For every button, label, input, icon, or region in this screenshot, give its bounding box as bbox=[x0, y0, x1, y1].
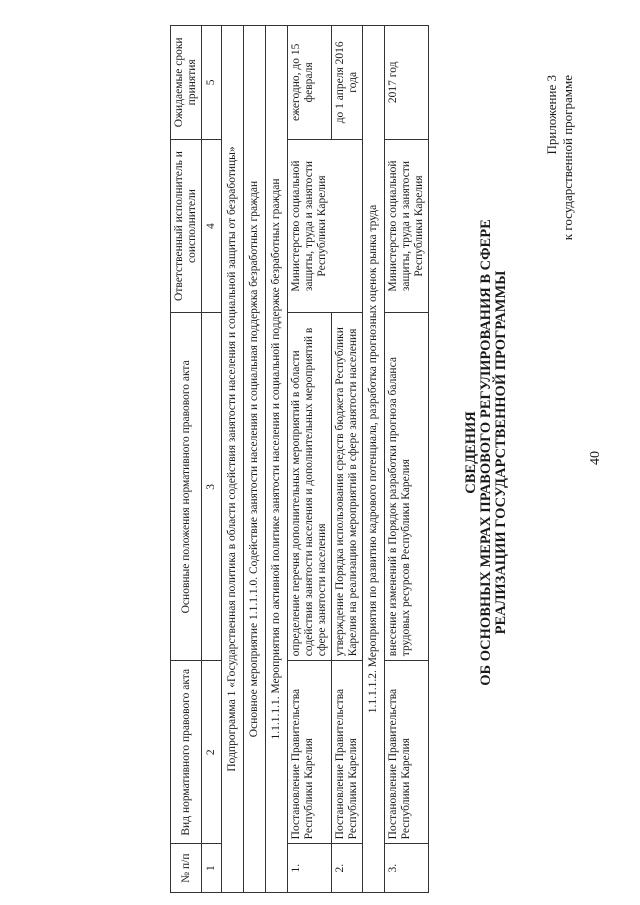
row-term: до 1 апреля 2016 года bbox=[332, 26, 363, 140]
appendix-line-2: к государственной программе bbox=[560, 75, 575, 241]
table-header-row bbox=[171, 26, 202, 893]
subprogram-heading: Подпрограмма 1 «Государственная политика в области содействия занятости населения и социальной защиты от безработицы» bbox=[222, 26, 244, 893]
row-term: 2017 год bbox=[385, 26, 429, 140]
section-row bbox=[266, 26, 288, 893]
title-line-2: ОБ ОСНОВНЫХ МЕРАХ ПРАВОВОГО РЕГУЛИРОВАНИЯ В СФЕРЕ bbox=[478, 219, 494, 686]
row-content: утверждение Порядка использования средств бюджета Республики Карелия на реализацию мероприятий в сфере занятости населения bbox=[332, 313, 363, 661]
header-executor: Ответственный исполнитель и соисполнители bbox=[171, 139, 202, 313]
col-number: 5 bbox=[202, 26, 222, 140]
row-act-type: Постановление Правительства Республики Карелия bbox=[332, 661, 363, 844]
section-row bbox=[222, 26, 244, 893]
table-row bbox=[385, 26, 429, 893]
header-content: Основные положения нормативного правового акта bbox=[171, 313, 202, 661]
row-term: ежегодно, до 15 февраля bbox=[288, 26, 332, 140]
row-num: 2. bbox=[332, 844, 363, 893]
row-executor: Министерство социальной защиты, труда и занятости Республики Карелия bbox=[288, 139, 363, 313]
row-act-type: Постановление Правительства Республики Карелия bbox=[288, 661, 332, 844]
column-number-row bbox=[202, 26, 222, 893]
activity-heading: 1.1.1.1.2. Мероприятия по развитию кадрового потенциала, разработка прогнозных оценок рынка труда bbox=[363, 26, 385, 893]
header-term: Ожидаемые сроки принятия bbox=[171, 26, 202, 140]
measures-table bbox=[170, 25, 429, 893]
table-row bbox=[288, 26, 332, 893]
activity-heading: 1.1.1.1.1. Мероприятия по активной политике занятости населения и социальной поддержке безработных граждан bbox=[266, 26, 288, 893]
document-title bbox=[464, 0, 509, 905]
row-num: 3. bbox=[385, 844, 429, 893]
page-number: 40 bbox=[588, 451, 603, 465]
row-num: 1. bbox=[288, 844, 332, 893]
appendix-line-1: Приложение 3 bbox=[544, 75, 559, 155]
section-row bbox=[244, 26, 266, 893]
title-line-1: СВЕДЕНИЯ bbox=[463, 411, 479, 494]
header-act-type: Вид нормативного правового акта bbox=[171, 661, 202, 844]
row-content: определение перечня дополнительных мероприятий в области содействия занятости населения и дополнительных мероприятий в сфере занятости населения bbox=[288, 313, 332, 661]
row-act-type: Постановление Правительства Республики Карелия bbox=[385, 661, 429, 844]
header-num: № п/п bbox=[171, 844, 202, 893]
col-number: 2 bbox=[202, 661, 222, 844]
section-row bbox=[363, 26, 385, 893]
appendix-note bbox=[544, 75, 576, 240]
col-number: 4 bbox=[202, 139, 222, 313]
main-activity-heading: Основное мероприятие 1.1.1.1.0. Содействие занятости населения и социальная поддержка безработных граждан bbox=[244, 26, 266, 893]
row-content: внесение изменений в Порядок разработки прогноза баланса трудовых ресурсов Республики Карелия bbox=[385, 313, 429, 661]
row-executor: Министерство социальной защиты, труда и занятости Республики Карелия bbox=[385, 139, 429, 313]
title-line-3: РЕАЛИЗАЦИИ ГОСУДАРСТВЕННОЙ ПРОГРАММЫ bbox=[493, 270, 509, 635]
col-number: 1 bbox=[202, 844, 222, 893]
col-number: 3 bbox=[202, 313, 222, 661]
